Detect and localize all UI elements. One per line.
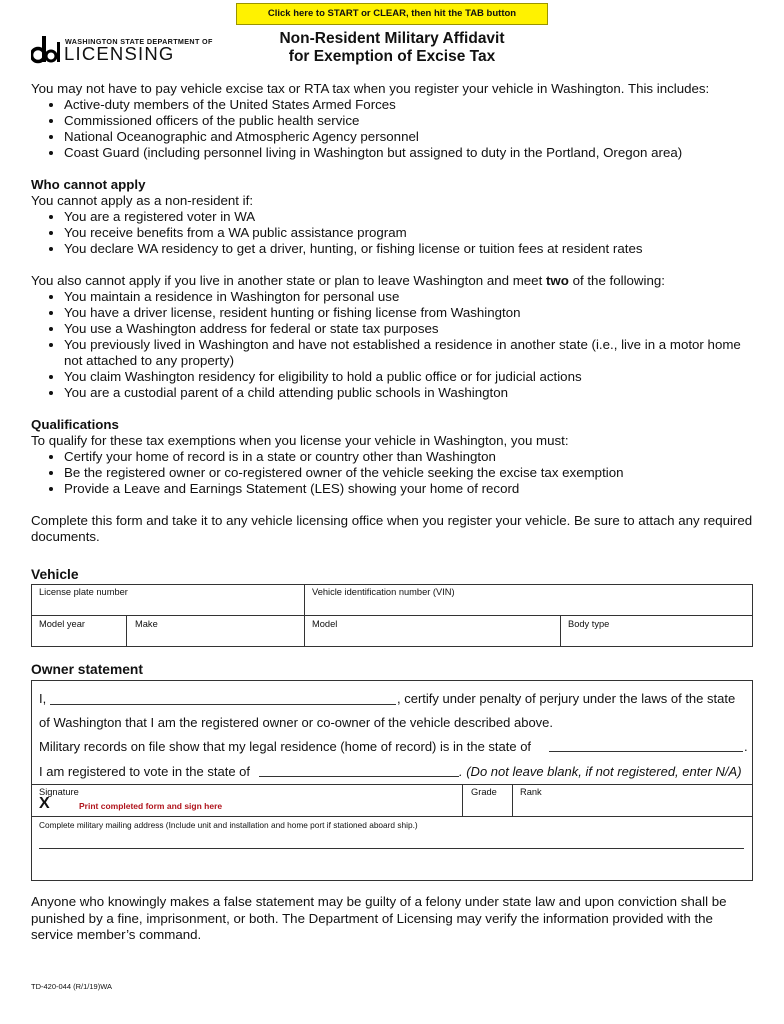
qualifications-list (31, 449, 756, 497)
vin-label: Vehicle identification number (VIN) (312, 587, 455, 597)
model-label: Model (312, 619, 338, 629)
form-title (216, 30, 568, 66)
list-item: • Be the registered owner or co-registered owner of the vehicle seeking the excise tax exemption (64, 465, 756, 481)
signature-label: Signature (39, 787, 79, 797)
instructions (31, 81, 756, 545)
body-type-label: Body type (568, 619, 610, 629)
list-item: • You receive benefits from a WA public assistance program (64, 225, 756, 241)
certify-line2: of Washington that I am the registered owner or co-owner of the vehicle described above. (39, 715, 554, 730)
vehicle-heading: Vehicle (31, 567, 79, 582)
form-title-line2: for Exemption of Excise Tax (288, 48, 496, 65)
signature-x-mark: X (39, 795, 50, 812)
intro-list (31, 97, 756, 161)
mailing-address-line2-input[interactable] (39, 854, 744, 876)
dol-logo-mark-icon (31, 36, 63, 64)
list-item: • Coast Guard (including personnel living in Washington but assigned to duty in the Portland, Oregon area) (64, 145, 756, 161)
list-item: • You previously lived in Washington and have not established a residence in another state (i.e., live in a motor home not attached to any property) (64, 337, 756, 369)
grade-input[interactable] (466, 798, 510, 814)
license-plate-label: License plate number (39, 587, 128, 597)
list-item: • You are a custodial parent of a child attending public schools in Washington (64, 385, 756, 401)
also-cannot-list (31, 289, 756, 401)
signature-hint: Print completed form and sign here (79, 801, 223, 811)
form-title-line1: Non-Resident Military Affidavit (279, 30, 505, 47)
form-number: TD-420-044 (R/1/19)WA (31, 982, 112, 991)
cannot-apply-text: You cannot apply as a non-resident if: (31, 193, 254, 208)
model-year-label: Model year (39, 619, 85, 629)
make-label: Make (135, 619, 158, 629)
list-item: • Commissioned officers of the public health service (64, 113, 756, 129)
also-cannot-text: You also cannot apply if you live in another state or plan to leave Washington and meet two of the following: (31, 273, 665, 288)
model-input[interactable] (308, 630, 558, 646)
list-item: • You are a registered voter in WA (64, 209, 756, 225)
home-of-record-period: . (744, 739, 748, 754)
logo-licensing-text: LICENSING (64, 43, 175, 64)
list-item: • You declare WA residency to get a driver, hunting, or fishing license or tuition fees at resident rates (64, 241, 756, 257)
list-item: • Active-duty members of the United States Armed Forces (64, 97, 756, 113)
mailing-address-label: Complete military mailing address (Include unit and installation and home port if stationed aboard ship.) (39, 820, 418, 830)
vin-input[interactable] (308, 598, 750, 614)
rank-label: Rank (520, 787, 542, 797)
cannot-apply-list (31, 209, 756, 257)
grade-label: Grade (471, 787, 497, 797)
certify-prefix: I, (39, 691, 47, 706)
license-plate-input[interactable] (34, 598, 300, 614)
owner-statement-heading: Owner statement (31, 662, 143, 677)
list-item: • You claim Washington residency for eligibility to hold a public office or for judicial actions (64, 369, 756, 385)
list-item: • You have a driver license, resident hunting or fishing license from Washington (64, 305, 756, 321)
complete-form-text: Complete this form and take it to any vehicle licensing office when you register your vehicle. Be sure to attach any required documents. (31, 513, 753, 544)
certify-suffix: , certify under penalty of perjury under the laws of the state (397, 691, 736, 706)
voter-state-hint: . (Do not leave blank, if not registered, enter N/A) (459, 764, 742, 779)
list-item: • National Oceanographic and Atmospheric Agency personnel (64, 129, 756, 145)
make-input[interactable] (130, 630, 302, 646)
list-item: • Certify your home of record is in a state or country other than Washington (64, 449, 756, 465)
penalty-disclaimer: Anyone who knowingly makes a false statement may be guilty of a felony under state law and upon conviction shall be punished by a fine, imprisonment, or both. The Department of Licensing may verify the information provided with the service member’s command. (31, 894, 727, 942)
rank-input[interactable] (516, 798, 750, 814)
list-item: • You maintain a residence in Washington for personal use (64, 289, 756, 305)
logo-department-text: WASHINGTON STATE DEPARTMENT OF (65, 37, 213, 46)
dol-logo (31, 36, 213, 64)
body-type-input[interactable] (564, 630, 751, 646)
voter-state-input[interactable] (259, 760, 459, 776)
intro-text: You may not have to pay vehicle excise tax or RTA tax when you register your vehicle in Washington. This includes: (31, 81, 710, 96)
list-item: • Provide a Leave and Earnings Statement (LES) showing your home of record (64, 481, 756, 497)
list-item: • You use a Washington address for federal or state tax purposes (64, 321, 756, 337)
qualifications-heading: Qualifications (31, 417, 119, 432)
model-year-input[interactable] (34, 630, 124, 646)
owner-statement-box (31, 680, 753, 881)
who-cannot-apply-heading: Who cannot apply (31, 177, 146, 192)
qualifications-text: To qualify for these tax exemptions when you license your vehicle in Washington, you must: (31, 433, 569, 448)
start-clear-button[interactable]: Click here to START or CLEAR, then hit the TAB button (236, 3, 548, 25)
mailing-address-line1-input[interactable] (39, 832, 744, 848)
voter-state-label: I am registered to vote in the state of (39, 764, 251, 779)
home-of-record-input[interactable] (549, 735, 743, 751)
owner-name-input[interactable] (50, 688, 396, 704)
home-of-record-label: Military records on file show that my legal residence (home of record) is in the state of (39, 739, 532, 754)
